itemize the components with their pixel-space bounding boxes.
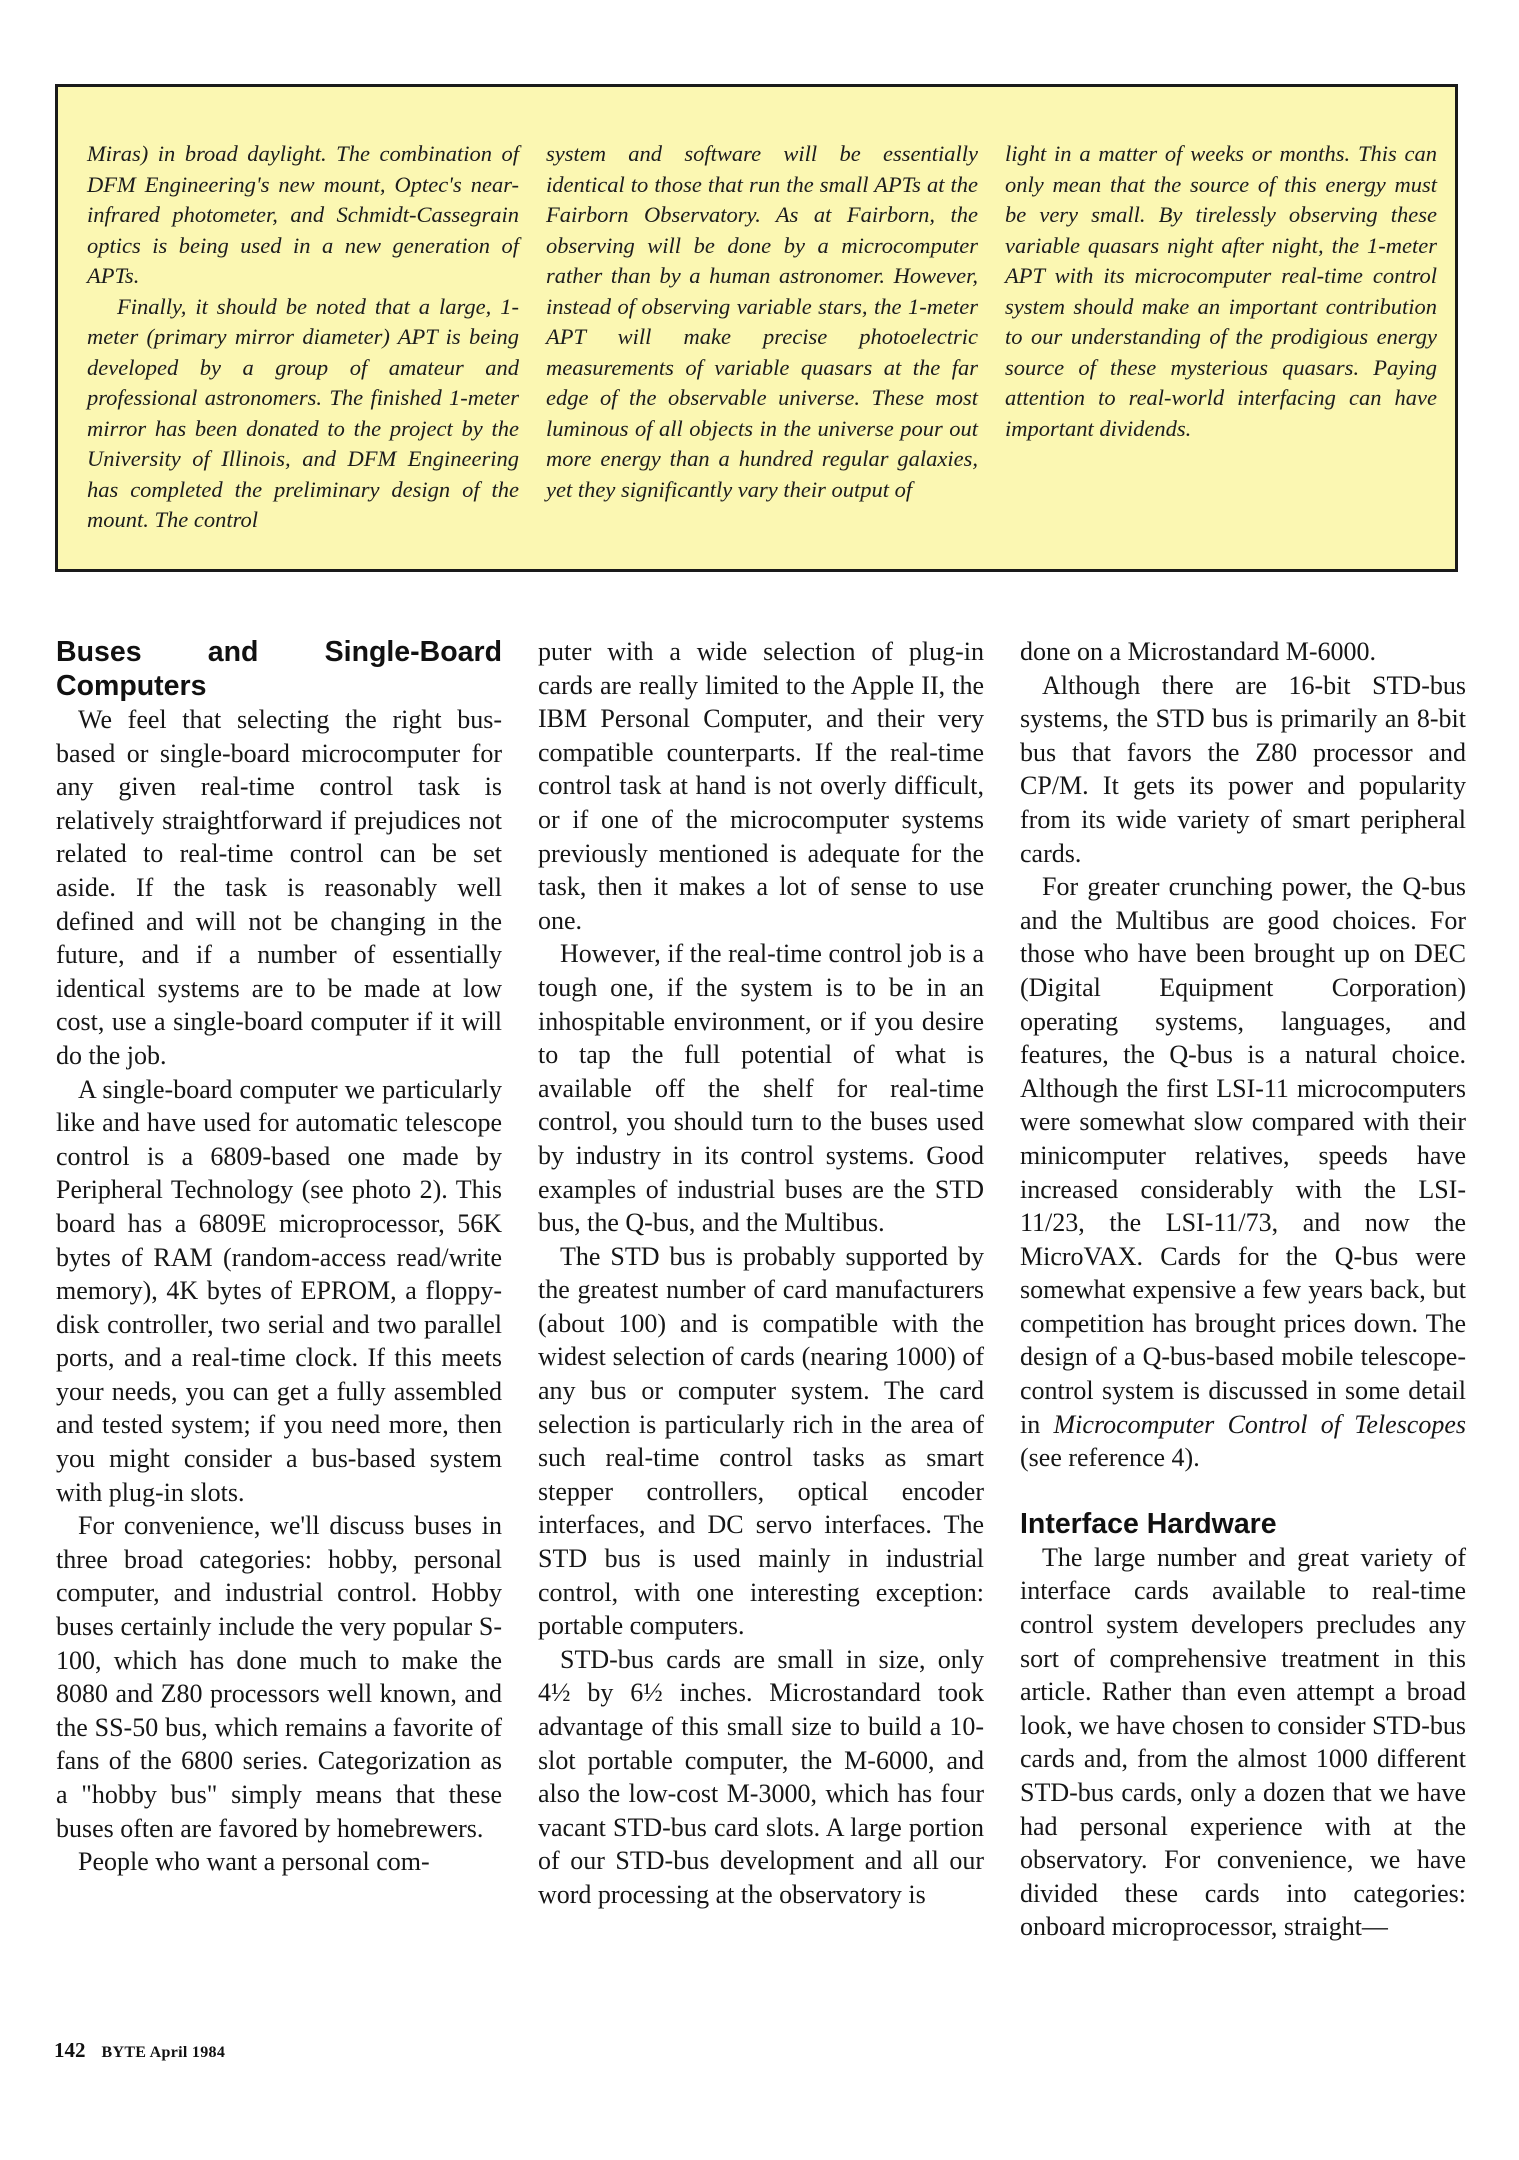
issue-label: BYTE April 1984 <box>101 2044 226 2061</box>
article-column-2 <box>538 635 984 1944</box>
article-text: (see reference 4). <box>1020 1443 1200 1473</box>
article-column-1 <box>56 635 502 1944</box>
sidebar-paragraph: Miras) in broad daylight. The combination of DFM Engineering's new mount, Optec's near-infrared photometer, and Schmidt-Cassegrain optics is being used in a new generation of APTs. <box>87 141 519 288</box>
page-footer <box>54 2038 225 2063</box>
article-paragraph: The large number and great variety of interface cards available to real-time control system developers precludes any sort of comprehensive treatment in this article. Rather than even attempt a broad look, we have chosen to consider STD-bus cards and, from the almost 1000 different STD-bus cards, only a dozen that we have had personal experience with at the observatory. For convenience, we have divided these cards into categories: onboard microprocessor, straight— <box>1020 1542 1466 1942</box>
page-number: 142 <box>54 2038 86 2062</box>
sidebar-paragraph: system and software will be essentially identical to those that run the small APTs at the Fairborn Observatory. As at Fairborn, the observing will be done by a microcomputer rather than by a human astronomer. However, instead of observing variable stars, the 1-meter APT will make precise photoelectric measurements of variable quasars at the far edge of the observable universe. These most luminous of all objects in the universe pour out more energy than a hundred regular galaxies, yet they significantly vary their output of <box>546 141 978 502</box>
article-body <box>56 635 1466 1944</box>
article-paragraph: STD-bus cards are small in size, only 4½ by 6½ inches. Microstandard took advantage of this small size to build a 10-slot portable computer, the M-6000, and also the low-cost M-3000, which has four vacant STD-bus card slots. A large portion of our STD-bus development and all our word processing at the observatory is <box>538 1644 984 1909</box>
section-heading-interface-hardware: Interface Hardware <box>1020 1507 1277 1540</box>
article-paragraph: puter with a wide selection of plug-in cards are really limited to the Apple II, the IBM Personal Computer, and their very compatible counterparts. If the real-time control task at hand is not overly difficult, or if one of the microcomputer systems previously mentioned is adequate for the task, then it makes a lot of sense to use one. <box>538 637 984 935</box>
sidebar-paragraph: light in a matter of weeks or months. This can only mean that the source of this energy must be very small. By tirelessly observing these variable quasars night after night, the 1-meter APT with its microcomputer real-time control system should make an important contribution to our understanding of the prodigious energy source of these mysterious quasars. Paying attention to real-world interfacing can have important dividends. <box>1005 141 1437 441</box>
article-paragraph: The STD bus is probably supported by the greatest number of card manufacturers (about 100) and is compatible with the widest selection of cards (nearing 1000) of any bus or computer system. The card selection is particularly rich in the area of such real-time control tasks as smart stepper controllers, optical encoder interfaces, and DC servo interfaces. The STD bus is used mainly in industrial control, with one interesting exception: portable computers. <box>538 1241 984 1641</box>
sidebar-column-1 <box>87 139 519 536</box>
article-paragraph: Although there are 16-bit STD-bus systems, the STD bus is primarily an 8-bit bus that favors the Z80 processor and CP/M. It gets its power and popularity from its wide variety of smart peripheral cards. <box>1020 670 1466 868</box>
sidebar-column-3 <box>1005 139 1437 536</box>
article-paragraph: For convenience, we'll discuss buses in three broad categories: hobby, personal computer, and industrial control. Hobby buses certainly include the very popular S-100, which has done much to make the 8080 and Z80 processors well known, and the SS-50 bus, which remains a favorite of fans of the 6800 series. Categorization as a "hobby bus" simply means that these buses often are favored by homebrewers. <box>56 1511 502 1843</box>
article-paragraph <box>1020 870 1466 1475</box>
article-paragraph: People who want a personal com- <box>78 1847 430 1877</box>
sidebar-paragraph: Finally, it should be noted that a large, 1-meter (primary mirror diameter) APT is being developed by a group of amateur and professional astronomers. The finished 1-meter mirror has been donated to the project by the University of Illinois, and DFM Engineering has completed the preliminary design of the mount. The control <box>87 293 519 532</box>
article-text: For greater crunching power, the Q-bus and the Multibus are good choices. For those who have been brought up on DEC (Digital Equipment Corporation) operating systems, languages, and features, the Q-bus is a natural choice. Although the first LSI-11 microcomputers were somewhat slow compared with their minicomputer relatives, speeds have increased considerably with the LSI-11/23, the LSI-11/73, and now the MicroVAX. Cards for the Q-bus were somewhat expensive a few years back, but competition has brought prices down. The design of a Q-bus-based mobile telescope-control system is discussed in some detail in <box>1020 872 1466 1439</box>
sidebar-box <box>55 84 1458 572</box>
article-column-3 <box>1020 635 1466 1944</box>
reference-title: Microcomputer Control of Telescopes <box>1053 1409 1466 1439</box>
article-paragraph: We feel that selecting the right bus-based or single-board microcomputer for any given real-time control task is relatively straightforward if prejudices not related to real-time control can be set aside. If the task is reasonably well defined and will not be changing in the future, and if a number of essentially identical systems are to be made at low cost, use a single-board computer if it will do the job. <box>56 705 502 1070</box>
sidebar-column-2 <box>546 139 978 536</box>
article-paragraph: A single-board computer we particularly like and have used for automatic telescope control is a 6809-based one made by Peripheral Technology (see photo 2). This board has a 6809E microprocessor, 56K bytes of RAM (random-access read/write memory), 4K bytes of EPROM, a floppy-disk controller, two serial and two parallel ports, and a real-time clock. If this meets your needs, you can get a fully assembled and tested system; if you need more, then you might consider a bus-based system with plug-in slots. <box>56 1074 502 1507</box>
section-heading-buses: Buses and Single-Board Computers <box>56 636 502 702</box>
article-paragraph: However, if the real-time control job is a tough one, if the system is to be in an inhospitable environment, or if you desire to tap the full potential of what is available off the shelf for real-time control, you should turn to the buses used by industry in its control systems. Good examples of industrial buses are the STD bus, the Q-bus, and the Multibus. <box>538 939 984 1238</box>
article-paragraph: done on a Microstandard M-6000. <box>1020 637 1376 666</box>
